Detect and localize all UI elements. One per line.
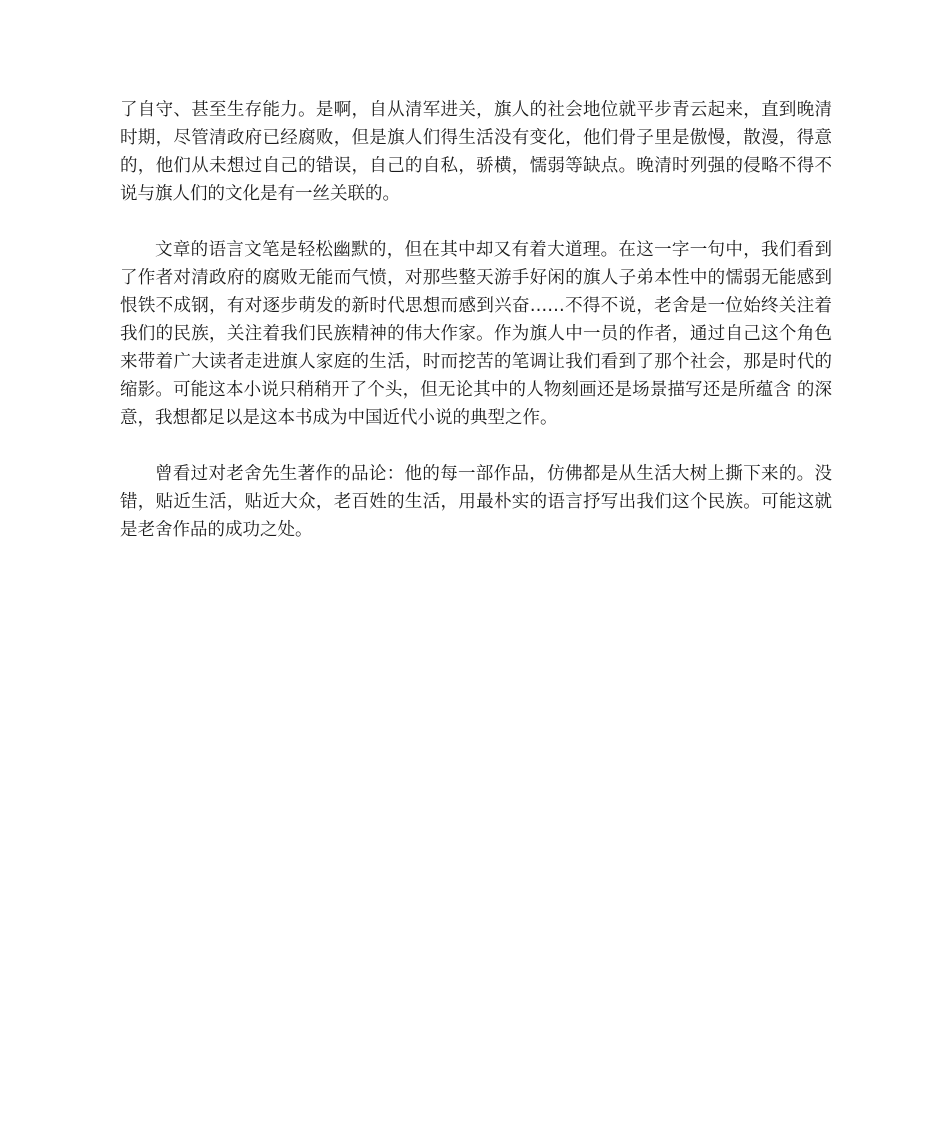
document-body [120,96,832,572]
paragraph-1: 了自守、甚至生存能力。是啊，自从清军进关，旗人的社会地位就平步青云起来，直到晚清时期，尽管清政府已经腐败，但是旗人们得生活没有变化，他们骨子里是傲慢，散漫，得意的，他们从未想过自己的错误，自己的自私，骄横，懦弱等缺点。晚清时列强的侵略不得不说与旗人们的文化是有一丝关联的。 [120,100,832,204]
paragraph-2: 文章的语言文笔是轻松幽默的，但在其中却又有着大道理。在这一字一句中，我们看到了作者对清政府的腐败无能而气愤，对那些整天游手好闲的旗人子弟本性中的懦弱无能感到恨铁不成钢，有对逐步萌发的新时代思想而感到兴奋……不得不说，老舍是一位始终关注着我们的民族，关注着我们民族精神的伟大作家。作为旗人中一员的作者，通过自己这个角色来带着广大读者走进旗人家庭的生活，时而挖苦的笔调让我们看到了那个社会，那是时代的缩影。可能这本小说只稍稍开了个头，但无论其中的人物刻画还是场景描写还是所蕴含 的深意，我想都足以是这本书成为中国近代小说的典型之作。 [120,240,832,428]
paragraph-3: 曾看过对老舍先生著作的品论：他的每一部作品，仿佛都是从生活大树上撕下来的。没错，贴近生活，贴近大众，老百姓的生活，用最朴实的语言抒写出我们这个民族。可能这就是老舍作品的成功之处。 [120,464,832,540]
